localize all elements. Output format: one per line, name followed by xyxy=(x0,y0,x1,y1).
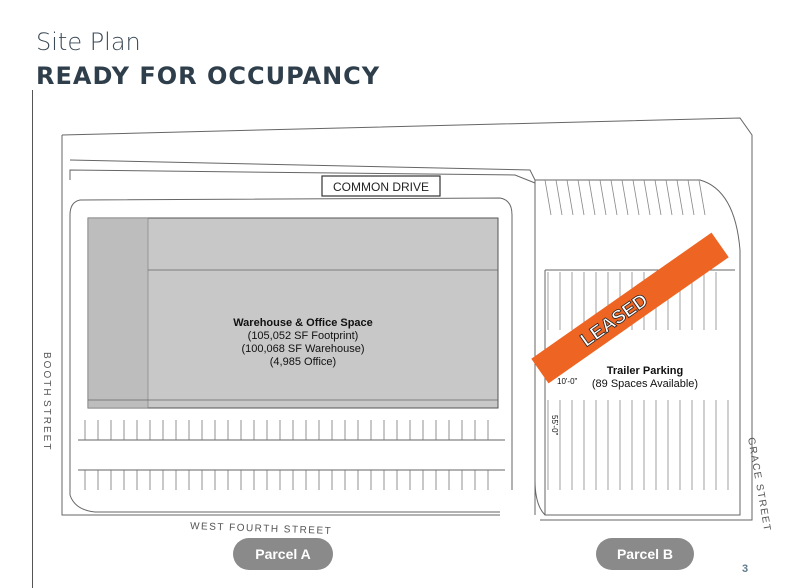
page-subtitle: READY FOR OCCUPANCY xyxy=(36,62,381,90)
building-label-3: (100,068 SF Warehouse) xyxy=(241,343,365,355)
page-title: Site Plan xyxy=(36,28,141,56)
common-drive-label: COMMON DRIVE xyxy=(333,180,429,194)
booth-street-label-2: STREET xyxy=(41,400,52,452)
grace-street-label: GRACE STREET xyxy=(745,436,773,533)
dimension-10ft: 10'-0" xyxy=(557,377,578,386)
building-label-1: Warehouse & Office Space xyxy=(233,317,373,329)
building-label-4: (4,985 Office) xyxy=(269,356,337,368)
booth-street-label: BOOTH xyxy=(41,352,52,398)
building-label-2: (105,052 SF Footprint) xyxy=(247,330,359,342)
dimension-55ft: 55'-0" xyxy=(550,415,559,436)
trailer-parking-subtitle: (89 Spaces Available) xyxy=(591,378,699,390)
warehouse-building xyxy=(88,218,498,408)
parking-stalls-parcel-a xyxy=(85,420,488,490)
trailer-parking-title: Trailer Parking xyxy=(606,365,684,377)
leased-banner xyxy=(531,233,728,384)
parcel-b-button[interactable]: Parcel B xyxy=(596,538,694,570)
page-number: 3 xyxy=(742,563,749,575)
office-area xyxy=(88,218,148,408)
leased-label: LEASED xyxy=(576,289,653,352)
west-fourth-street-label: WEST FOURTH STREET xyxy=(189,521,333,537)
parcel-a-button[interactable]: Parcel A xyxy=(233,538,333,570)
